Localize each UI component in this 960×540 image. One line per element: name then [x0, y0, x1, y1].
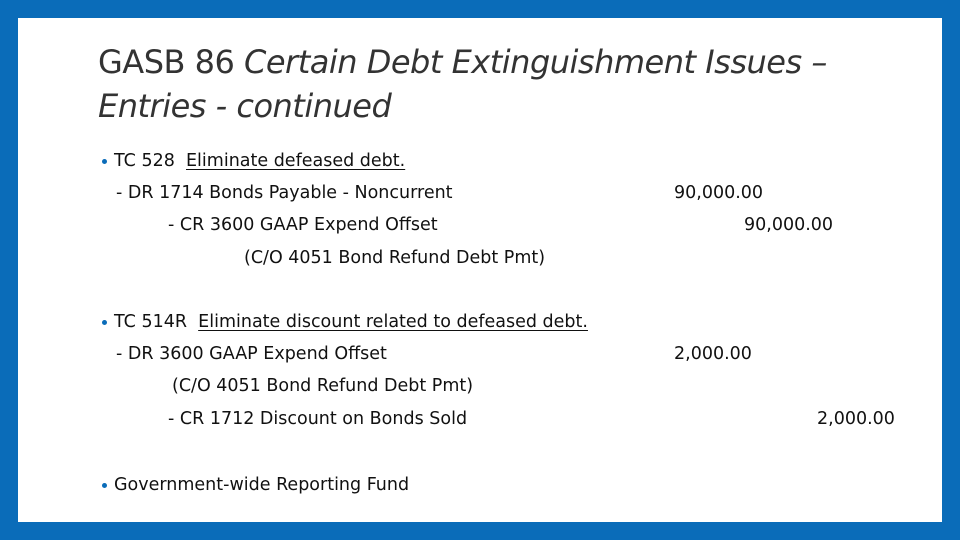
- title-italic: Certain Debt Extinguishment Issues – Entries - continued: [98, 43, 827, 125]
- bullet-icon: [102, 320, 107, 325]
- entry-description: Eliminate defeased debt.: [186, 151, 406, 171]
- entry-tc-code: TC 528: [114, 151, 175, 171]
- entry-header: [114, 150, 405, 172]
- debit-amount: 2,000.00: [674, 344, 752, 364]
- entry-line-debit: - DR 3600 GAAP Expend Offset: [116, 344, 387, 364]
- entry-description: Eliminate discount related to defeased debt.: [198, 312, 588, 332]
- footer-bullet-text: Government-wide Reporting Fund: [114, 475, 410, 495]
- entry-line-debit: - DR 1714 Bonds Payable - Noncurrent: [116, 183, 453, 203]
- credit-amount: 90,000.00: [744, 215, 834, 235]
- bullet-icon: [102, 483, 107, 488]
- entry-header: [114, 311, 588, 333]
- entry-tc-code: TC 514R: [114, 312, 188, 332]
- entry-line-note: (C/O 4051 Bond Refund Debt Pmt): [244, 248, 546, 268]
- credit-amount: 2,000.00: [817, 409, 895, 429]
- bullet-icon: [102, 159, 107, 164]
- entry-line-note: (C/O 4051 Bond Refund Debt Pmt): [172, 376, 474, 396]
- title-prefix: GASB 86: [98, 43, 245, 81]
- debit-amount: 90,000.00: [674, 183, 764, 203]
- entry-line-credit: - CR 3600 GAAP Expend Offset: [168, 215, 438, 235]
- slide-content: [18, 18, 942, 522]
- slide-title: [98, 40, 898, 128]
- entry-line-credit: - CR 1712 Discount on Bonds Sold: [168, 409, 468, 429]
